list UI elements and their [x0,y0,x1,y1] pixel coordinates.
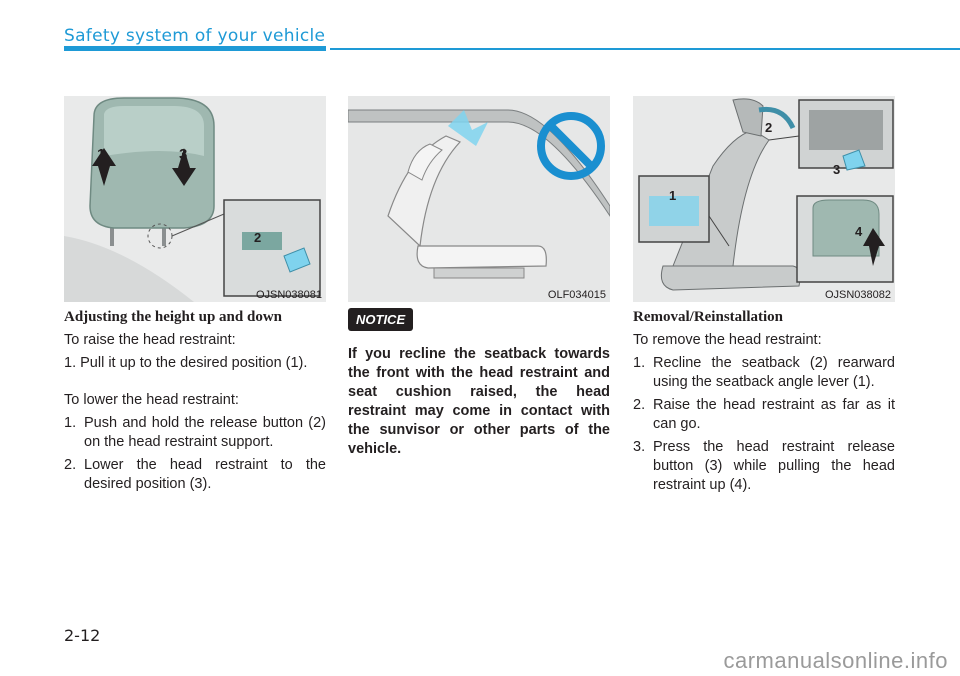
step-text: Raise the head restraint as far as it can go. [653,397,895,432]
lower-intro: To lower the head restraint: [64,392,239,408]
notice-text: If you recline the seatback towards the front with the head restraint and seat cushion raised, the head restraint may come in contact with the sunvisor or other parts of the vehicle. [348,346,610,457]
callout-3: 3 [179,146,188,163]
step-text: Lower the head restraint to the desired position (3). [84,457,326,492]
notice-badge: NOTICE [348,308,413,331]
section-title: Safety system of your vehicle [64,26,326,46]
header-rule-thin [330,48,960,50]
removal-step [633,438,895,495]
step-text: Recline the seatback (2) rearward using the seatback angle lever (1). [653,355,895,390]
head-restraint-height-illustration [64,96,326,302]
section-heading: Adjusting the height up and down [64,309,282,325]
callout-4: 4 [855,224,863,239]
callout-1: 1 [97,146,106,163]
header-rule-thick [64,46,326,51]
page-number: 2-12 [64,626,101,645]
removal-step [633,396,895,434]
step-number: 1. [64,415,77,431]
raise-step [64,354,326,373]
figure-code: OJSN038081 [255,289,322,301]
step-number: 2. [64,457,77,473]
column-removal-reinstallation [633,308,895,499]
column-adjusting-height [64,308,326,498]
column-notice [348,308,610,459]
step-number: 3. [633,439,646,455]
figure-code: OLF034015 [547,289,606,301]
figure-recline-warning [348,96,610,302]
callout-2: 2 [254,230,262,245]
step-number: 1. [633,355,646,371]
step-text: Pull it up to the desired position (1). [80,355,308,371]
removal-intro: To remove the head restraint: [633,332,822,348]
removal-step [633,354,895,392]
lower-step [64,414,326,452]
callout-1: 1 [669,188,677,203]
figure-code: OJSN038082 [824,289,891,301]
callout-3: 3 [833,162,841,177]
step-text: Push and hold the release button (2) on the head restraint support. [84,415,326,450]
step-text: Press the head restraint release button (3) while pulling the head restraint up (4). [653,439,895,493]
watermark: carmanualsonline.info [723,648,948,673]
lower-step [64,456,326,494]
step-number: 2. [633,397,646,413]
figure-head-restraint-height [64,96,326,302]
section-heading: Removal/Reinstallation [633,309,783,325]
callout-2: 2 [765,120,773,135]
recline-warning-illustration [348,96,610,302]
figure-removal-reinstallation [633,96,895,302]
raise-intro: To raise the head restraint: [64,332,236,348]
step-number: 1. [64,355,77,371]
